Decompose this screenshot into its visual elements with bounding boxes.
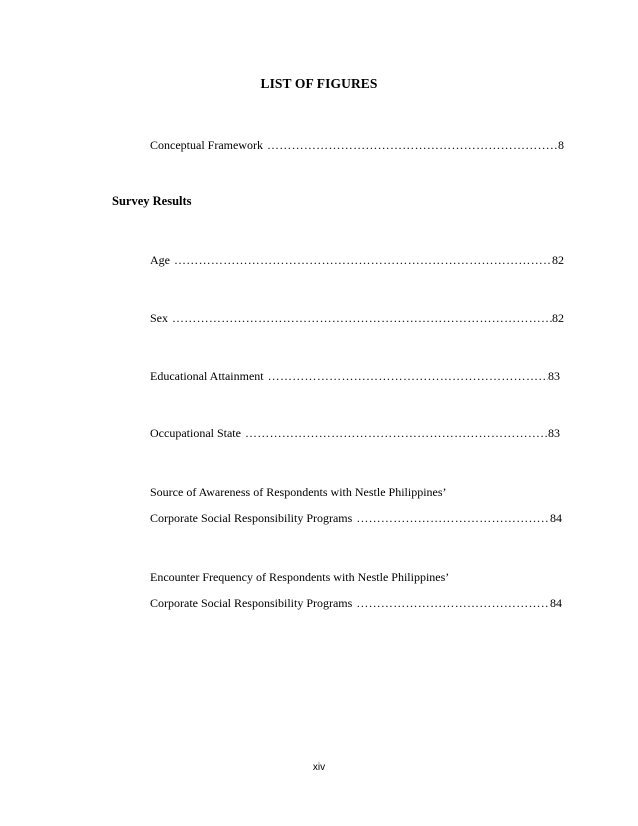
- dot-leader: [268, 368, 548, 384]
- toc-entry-conceptual-framework: [150, 137, 564, 153]
- toc-entry-source-of-awareness: [150, 510, 562, 526]
- toc-entry-title: Occupational State: [150, 426, 241, 440]
- page-title: LIST OF FIGURES: [260, 76, 378, 91]
- toc-entry-sex: [150, 310, 564, 326]
- dot-leader: [174, 252, 552, 268]
- toc-entry-title: Age: [150, 253, 170, 267]
- toc-entry-educational-attainment: [150, 368, 560, 384]
- page-number: xiv: [312, 762, 326, 773]
- toc-entry-page: 82: [552, 253, 564, 267]
- dot-leader: [356, 595, 550, 611]
- toc-entry-age: [150, 252, 564, 268]
- dot-leader: [356, 510, 550, 526]
- toc-entry-encounter-frequency-line1: Encounter Frequency of Respondents with Nestle Philippines’: [150, 570, 450, 584]
- toc-entry-page: 84: [550, 596, 562, 610]
- toc-entry-encounter-frequency: [150, 595, 562, 611]
- dot-leader: [172, 310, 552, 326]
- toc-entry-page: 8: [558, 138, 564, 152]
- toc-entry-source-of-awareness-line1: Source of Awareness of Respondents with Nestle Philippines’: [150, 485, 447, 499]
- toc-entry-page: 83: [548, 426, 560, 440]
- toc-entry-title: Educational Attainment: [150, 369, 264, 383]
- toc-entry-title: Corporate Social Responsibility Programs: [150, 511, 353, 525]
- section-heading-survey-results: Survey Results: [112, 194, 192, 208]
- dot-leader: [245, 425, 548, 441]
- toc-entry-page: 84: [550, 511, 562, 525]
- toc-entry-occupational-state: [150, 425, 560, 441]
- dot-leader: [267, 137, 558, 153]
- toc-entry-page: 82: [552, 311, 564, 325]
- toc-entry-title: Corporate Social Responsibility Programs: [150, 596, 353, 610]
- toc-entry-title: Conceptual Framework: [150, 138, 263, 152]
- toc-entry-page: 83: [548, 369, 560, 383]
- toc-entry-title: Sex: [150, 311, 168, 325]
